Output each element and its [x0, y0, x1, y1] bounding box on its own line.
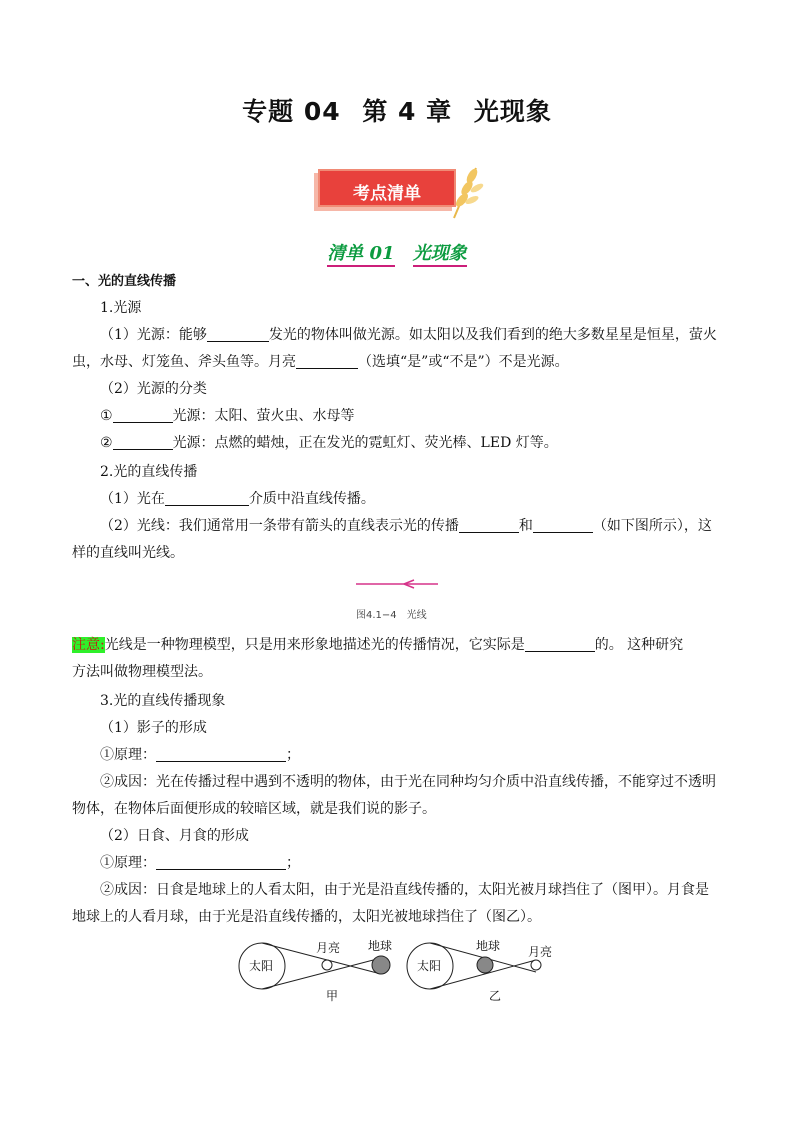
label-moon: 月亮 [316, 941, 341, 955]
label-earth: 地球 [476, 939, 501, 953]
fill-blank[interactable] [533, 516, 593, 533]
paragraph-line: （2）日食、月食的形成 [100, 828, 249, 844]
banner-label: 考点清单 [353, 184, 421, 204]
title-subject: 光现象 [473, 97, 552, 126]
paragraph-line: ①原理： ； [100, 855, 300, 871]
eclipse-diagram [236, 934, 556, 1004]
paragraph-line: （1）光源：能够 发光的物体叫做光源。如太阳以及我们看到的绝大多数星星是恒星，萤火 [100, 327, 717, 343]
title-topic: 专题 04 [242, 97, 341, 126]
paragraph-line: ①原理： ； [100, 747, 300, 763]
subtitle-topic: 光现象 [413, 243, 467, 267]
fill-blank[interactable] [207, 325, 269, 342]
fill-blank[interactable] [156, 853, 286, 870]
label-sun: 太阳 [249, 959, 274, 973]
paragraph-line: 地球上的人看月球，由于光是沿直线传播的，太阳光被地球挡住了（图乙）。 [72, 909, 541, 925]
solar-eclipse-figure [239, 938, 392, 1003]
fill-blank[interactable] [113, 433, 173, 450]
section-banner [314, 158, 484, 220]
subsection-heading: 1.光源 [100, 300, 142, 316]
note-label: 注意: [72, 637, 105, 653]
subtitle-number: 清单 01 [327, 243, 394, 267]
page-title [0, 92, 794, 128]
fill-blank[interactable] [113, 406, 173, 423]
fill-blank[interactable] [525, 635, 595, 652]
paragraph-line: ② 光源：点燃的蜡烛，正在发光的霓虹灯、荧光棒、LED 灯等。 [100, 435, 558, 451]
paragraph-line: 虫，水母、灯笼鱼、斧头鱼等。月亮 （选填“是”或“不是”）不是光源。 [72, 354, 569, 370]
paragraph-line: ②成因：日食是地球上的人看太阳，由于光是沿直线传播的，太阳光被月球挡住了（图甲）。月食是 [100, 882, 709, 898]
section-heading: 一、光的直线传播 [72, 274, 177, 289]
paragraph-line: 方法叫做物理模型法。 [72, 664, 212, 680]
fill-blank[interactable] [156, 745, 286, 762]
lunar-eclipse-figure [407, 938, 552, 1003]
paragraph-line: （1）影子的形成 [100, 720, 207, 736]
subsection-heading: 2.光的直线传播 [100, 464, 198, 480]
moon-circle [322, 960, 332, 970]
title-chapter: 第 4 章 [362, 97, 453, 126]
moon-circle [531, 960, 541, 970]
fill-blank[interactable] [296, 352, 358, 369]
figure-caption: 图4.1−4 光线 [356, 610, 427, 621]
paragraph-line: （2）光源的分类 [100, 381, 207, 397]
paragraph-line: 物体，在物体后面便形成的较暗区域，就是我们说的影子。 [72, 801, 436, 817]
earth-circle [477, 957, 493, 973]
subsection-heading: 3.光的直线传播现象 [100, 693, 226, 709]
note-line: 注意:光线是一种物理模型，只是用来形象地描述光的传播情况，它实际是 的。 这种研究 [72, 637, 684, 653]
paragraph-line: （2）光线：我们通常用一条带有箭头的直线表示光的传播 和 （如下图所示），这 [100, 518, 712, 534]
paragraph-line: ① 光源：太阳、萤火虫、水母等 [100, 408, 355, 424]
light-ray-figure [350, 574, 450, 624]
list-subtitle [0, 239, 794, 265]
label-moon: 月亮 [528, 945, 553, 959]
fill-blank[interactable] [165, 489, 249, 506]
banner-box [318, 169, 456, 207]
label-earth: 地球 [368, 939, 393, 953]
figure-caption: 乙 [489, 989, 502, 1003]
paragraph-line: 样的直线叫光线。 [72, 545, 184, 561]
paragraph-line: （1）光在 介质中沿直线传播。 [100, 491, 375, 507]
label-sun: 太阳 [417, 959, 442, 973]
wheat-icon [450, 164, 484, 220]
fill-blank[interactable] [459, 516, 519, 533]
paragraph-line: ②成因：光在传播过程中遇到不透明的物体，由于光在同种均匀介质中沿直线传播，不能穿过不透明 [100, 774, 716, 790]
light-ray-arrow [350, 574, 450, 604]
earth-circle [372, 956, 390, 974]
figure-caption: 甲 [326, 989, 339, 1003]
